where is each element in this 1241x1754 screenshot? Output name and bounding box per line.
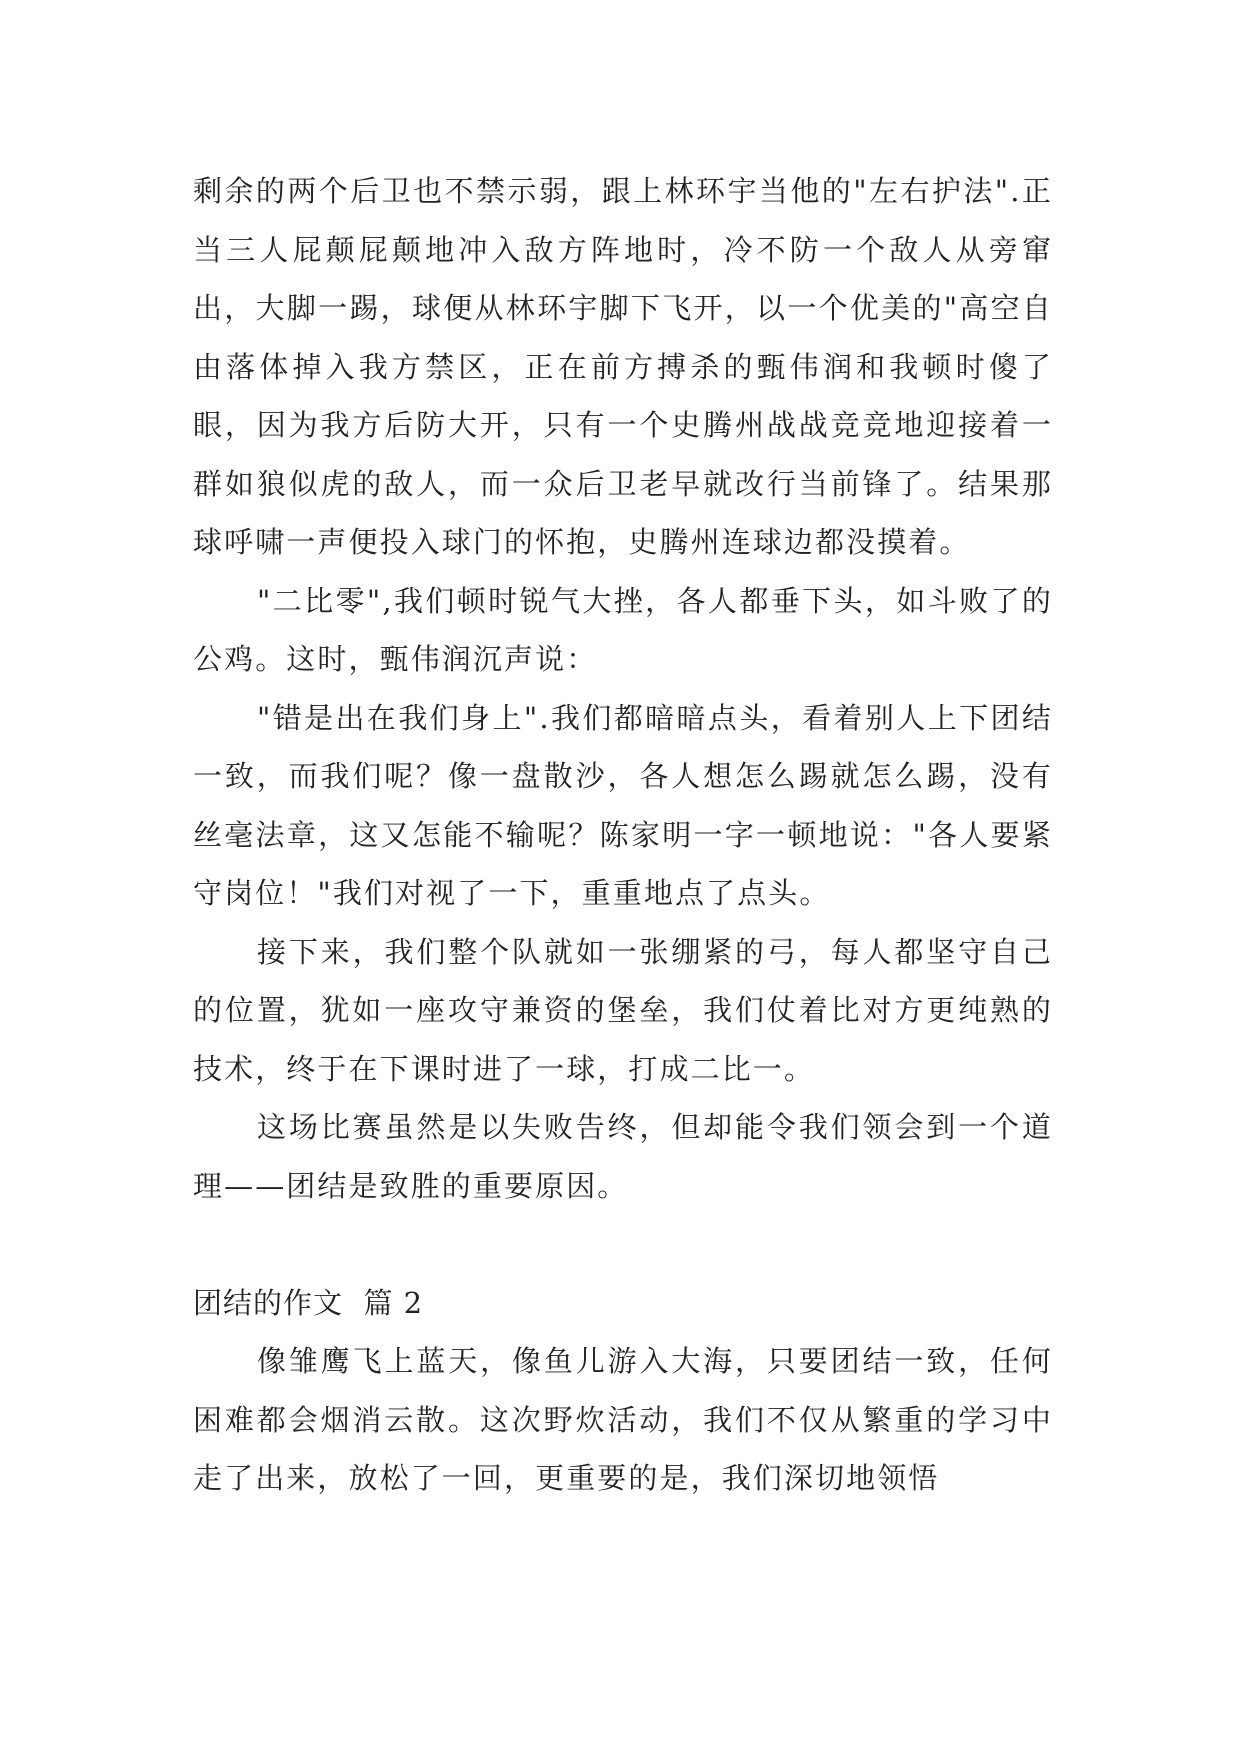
paragraph-6: 像雏鹰飞上蓝天，像鱼儿游入大海，只要团结一致，任何困难都会烟消云散。这次野炊活动，我们不仅从繁重的学习中走了出来，放松了一回，更重要的是，我们深切地领悟 <box>193 1344 1053 1495</box>
paragraph-5: 这场比赛虽然是以失败告终，但却能令我们领会到一个道理——团结是致胜的重要原因。 <box>193 1110 1053 1203</box>
section-number: 篇 2 <box>363 1285 424 1320</box>
paragraph-2: "二比零",我们顿时锐气大挫，各人都垂下头，如斗败了的公鸡。这时，甄伟润沉声说： <box>193 583 1053 676</box>
paragraph-4: 接下来，我们整个队就如一张绷紧的弓，每人都坚守自己的位置，犹如一座攻守兼资的堡垒，我们仗着比对方更纯熟的技术，终于在下课时进了一球，打成二比一。 <box>193 934 1053 1086</box>
paragraph-3: "错是出在我们身上".我们都暗暗点头，看着别人上下团结一致，而我们呢？像一盘散沙，各人想怎么踢就怎么踢，没有丝毫法章，这又怎能不输呢？陈家明一字一顿地说："各人要紧守岗位！"我们对视了一下，重重地点了点头。 <box>193 700 1053 910</box>
paragraph-1: 剩余的两个后卫也不禁示弱，跟上林环宇当他的"左右护法".正当三人屁颠屁颠地冲入敌方阵地时，冷不防一个敌人从旁窜出，大脚一踢，球便从林环宇脚下飞开，以一个优美的"高空自由落体掉入我方禁区，正在前方搏杀的甄伟润和我顿时傻了眼，因为我方后防大开，只有一个史腾州战战竞竞地迎接着一群如狼似虎的敌人，而一众后卫老早就改行当前锋了。结果那球呼啸一声便投入球门的怀抱，史腾州连球边都没摸着。 <box>193 174 1053 559</box>
section-title-text: 团结的作文 <box>193 1285 344 1320</box>
essay-body <box>193 162 1053 1508</box>
section-heading <box>193 1274 1053 1333</box>
